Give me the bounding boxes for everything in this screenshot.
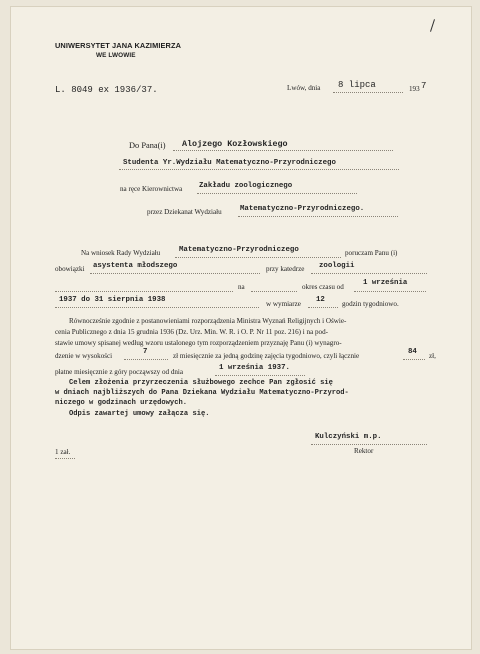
via-fill-line <box>238 216 398 217</box>
note-line2: w dniach najbliższych do Pana Dziekana Wydziału Matematyczno-Przyrod- <box>55 389 349 397</box>
body-line4-b: w wymiarze <box>266 300 301 308</box>
body-p2-line5-a: płatne miesięcznie z góry począwszy od dnia <box>55 368 184 376</box>
blank-fill-line <box>55 291 233 292</box>
care-of-value: Zakładu zoologicznego <box>199 182 293 190</box>
addressee-label: Do Pana(i) <box>129 141 166 150</box>
document-page <box>10 6 472 650</box>
total-fill-line <box>403 359 425 360</box>
department-fill-line <box>311 273 427 274</box>
year-suffix: 7 <box>421 81 427 91</box>
date-fill-line <box>333 92 403 93</box>
attachment-underline <box>55 458 75 459</box>
status-fill-line <box>119 169 399 170</box>
position-fill-line <box>90 273 260 274</box>
note-line4: Odpis zawartej umowy załącza się. <box>69 410 210 418</box>
period-fill-line <box>55 307 259 308</box>
body-position: asystenta młodszego <box>93 262 178 270</box>
signature-fill-line <box>311 444 427 445</box>
addressee-name: Alojzego Kozłowskiego <box>182 139 288 149</box>
via-label: przez Dziekanat Wydziału <box>147 208 222 216</box>
name-fill-line <box>173 150 393 151</box>
date-place-label: Lwów, dnia <box>287 84 321 92</box>
body-total: 84 <box>408 348 417 356</box>
body-p2-line4-e: zł, <box>429 352 436 360</box>
note-line1: Celem złożenia przyrzeczenia służbowego zechce Pan zgłosić się <box>69 379 333 387</box>
body-p2-line2: cenia Publicznego z dnia 15 grudnia 1936 (Dz. Urz. Min. W. R. i O. P. Nr 11 poz. 216) i na pod- <box>55 328 328 336</box>
pencil-mark <box>430 19 435 32</box>
body-line2-a: obowiązki <box>55 265 85 273</box>
body-faculty: Matematyczno-Przyrodniczego <box>179 246 299 254</box>
start-fill-line <box>354 291 426 292</box>
body-p2-line1: Równocześnie zgodnie z postanowieniami rozporządzenia Ministra Wyznań Religijnych i Oświe- <box>69 317 347 325</box>
signature-name: Kulczyński m.p. <box>315 433 382 441</box>
body-payment-date: 1 września 1937. <box>219 364 290 372</box>
care-of-label: na ręce Kierownictwa <box>120 185 183 193</box>
rate-fill-line <box>124 359 168 360</box>
via-value: Matematyczno-Przyrodniczego. <box>240 205 365 213</box>
body-hours: 12 <box>316 296 325 304</box>
hours-fill-line <box>308 307 338 308</box>
care-fill-line <box>197 193 357 194</box>
body-line3-a: na <box>238 283 245 291</box>
attachment-label: 1 zał. <box>55 448 71 456</box>
university-name: UNIWERSYTET JANA KAZIMIERZA <box>55 41 182 50</box>
addressee-status: Studenta Yr.Wydziału Matematyczno-Przyrodniczego <box>123 159 336 167</box>
body-line1-c: poruczam Panu (i) <box>345 249 398 257</box>
body-period: 1937 do 31 sierpnia 1938 <box>59 296 166 304</box>
body-line2-c: przy katedrze <box>266 265 305 273</box>
year-prefix: 193 <box>409 85 420 93</box>
body-p2-line4-c: zł miesięcznie za jedną godzinę zajęcia tygodniowo, czyli łącznie <box>173 352 360 360</box>
body-p2-line3: stawie umowy spisanej według wzoru ustalonego tym rozporządzeniem przyznaję Panu (i) wynagro- <box>55 339 342 347</box>
blank-fill-line-2 <box>251 291 297 292</box>
body-rate: 7 <box>143 348 148 356</box>
body-start-date: 1 września <box>363 279 408 287</box>
body-department: zoologii <box>319 262 355 270</box>
reference-number: L. 8049 ex 1936/37. <box>55 85 158 95</box>
body-line4-d: godzin tygodniowo. <box>342 300 399 308</box>
university-city: WE LWOWIE <box>96 52 136 59</box>
signature-title: Rektor <box>354 447 374 455</box>
body-p2-line4-a: dzenie w wysokości <box>55 352 113 360</box>
body-line3-b: okres czasu od <box>302 283 344 291</box>
faculty-fill-line <box>175 257 341 258</box>
body-line1-a: Na wniosek Rady Wydziału <box>81 249 161 257</box>
date-typed: 8 lipca <box>338 80 376 90</box>
note-line3: niczego w godzinach urzędowych. <box>55 399 187 407</box>
payment-fill-line <box>215 375 305 376</box>
